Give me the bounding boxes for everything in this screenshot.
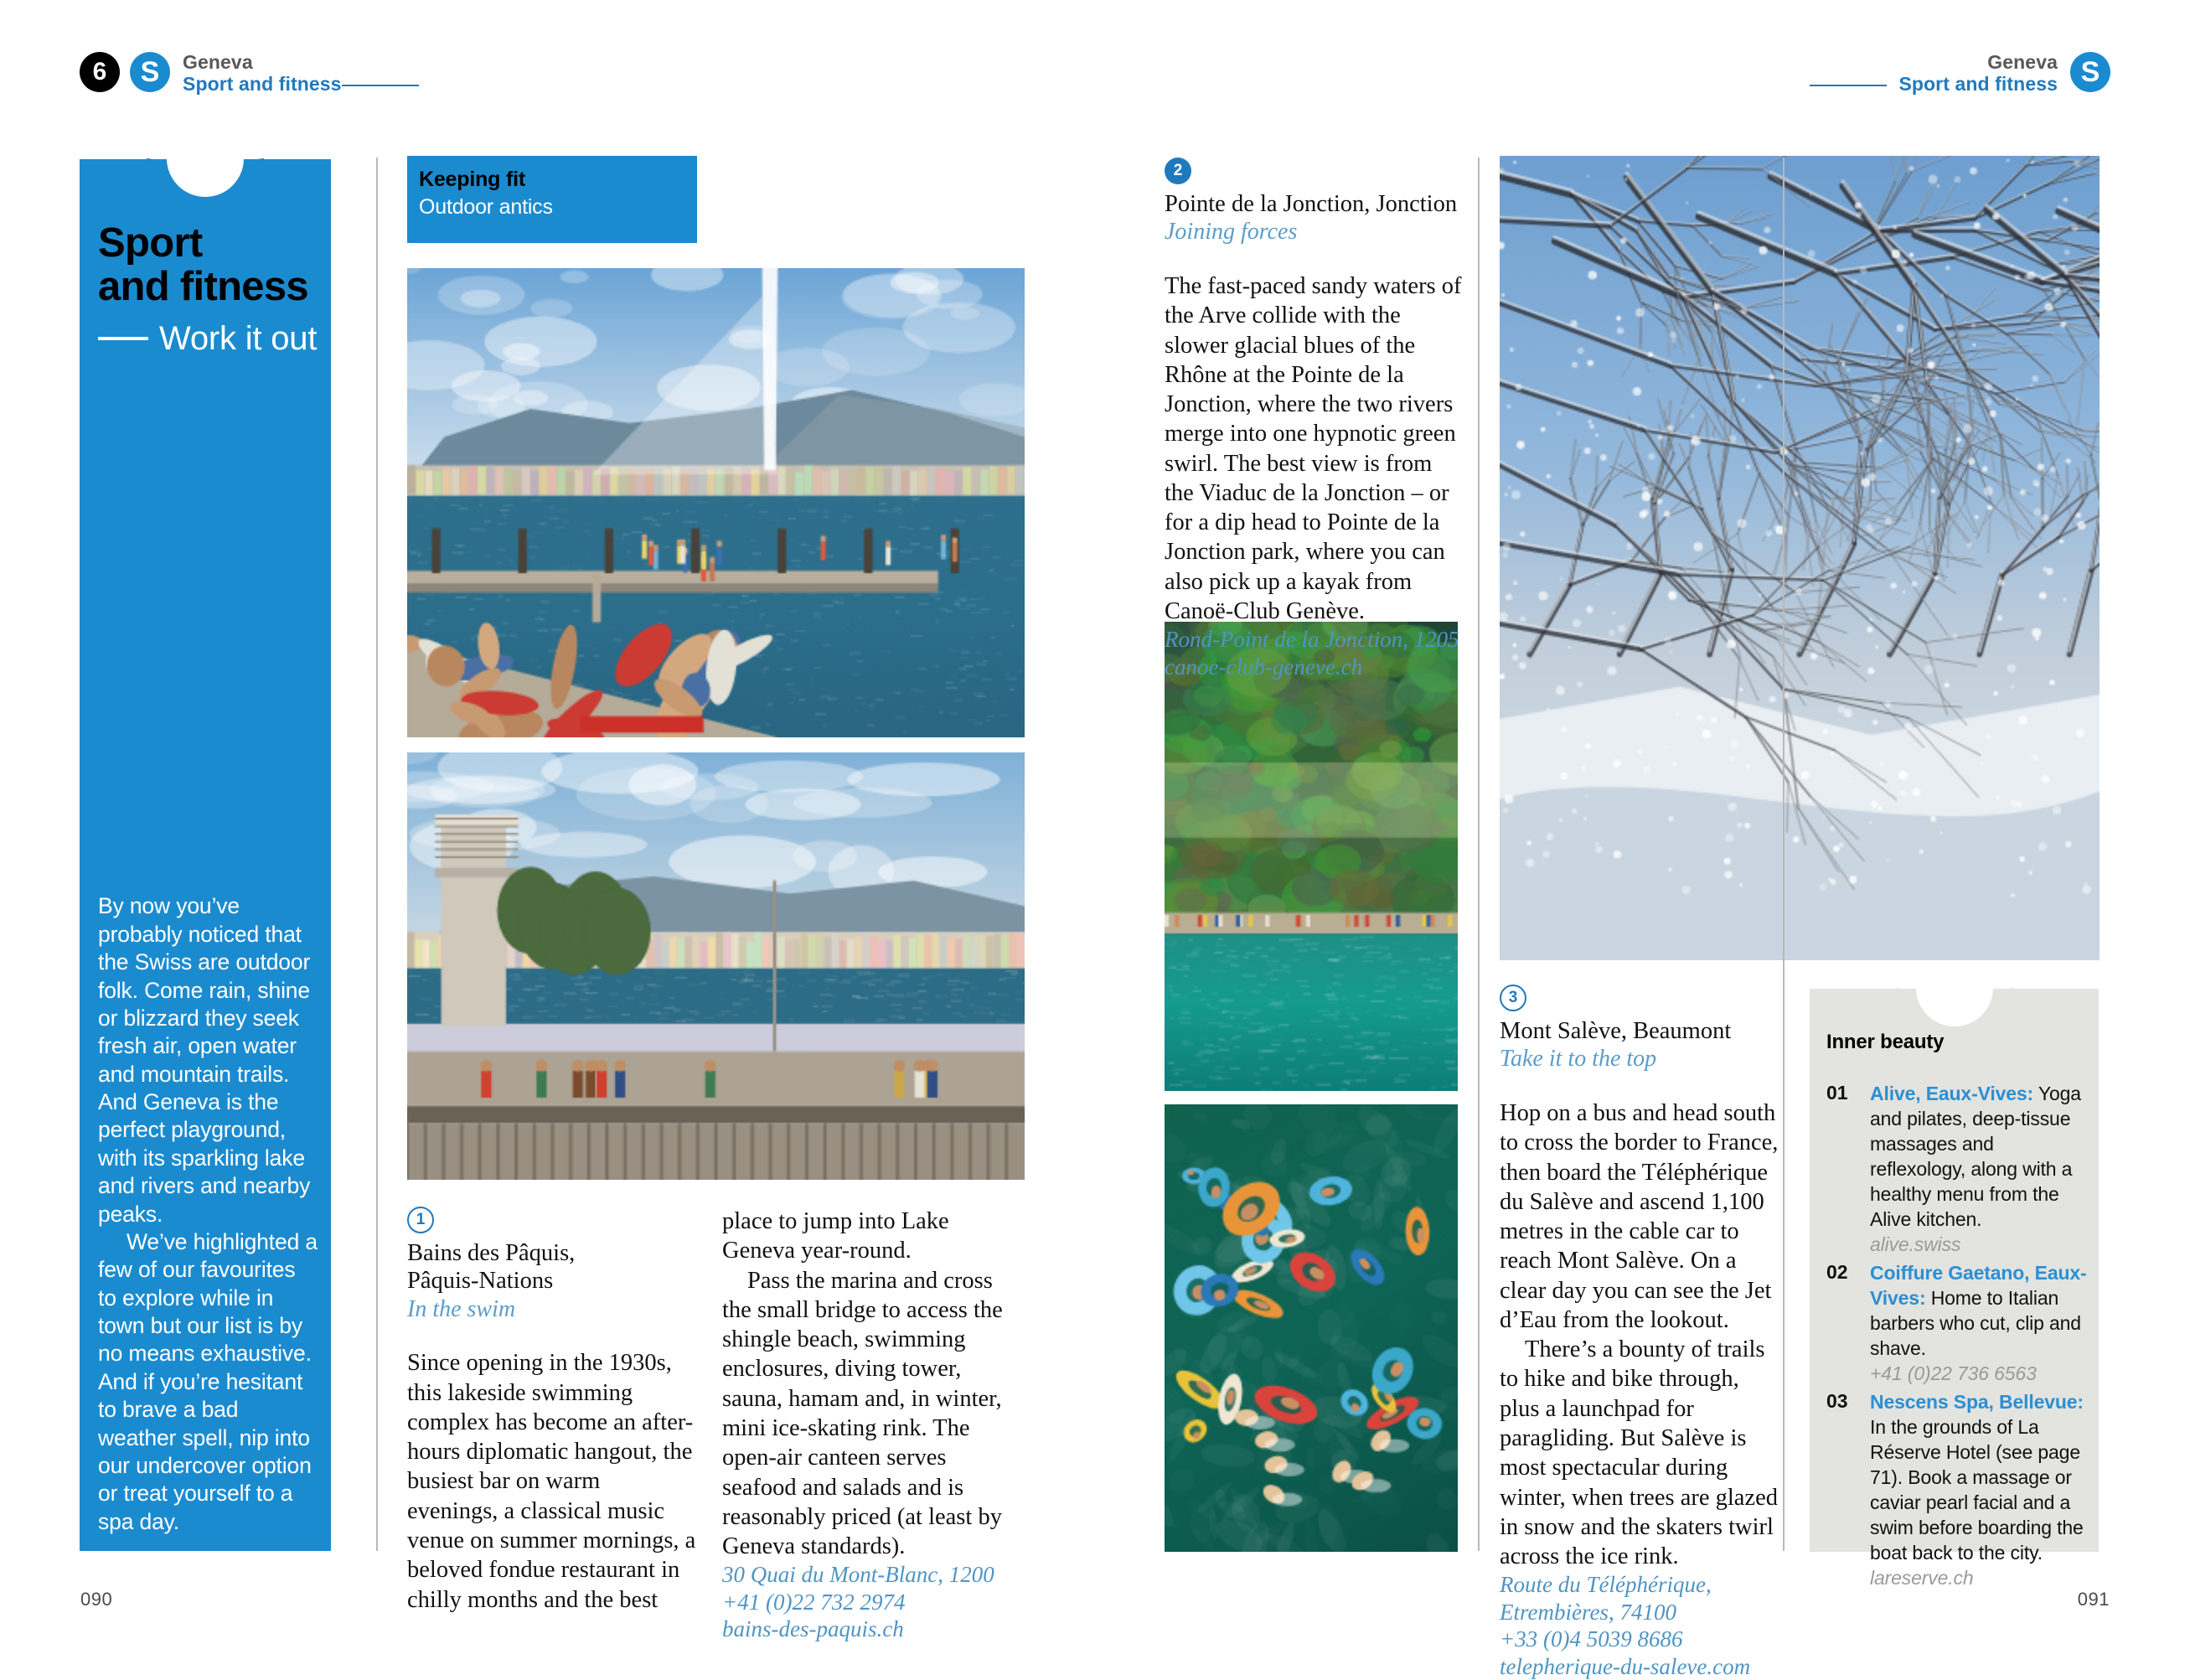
inner-beauty-item-number: 03 — [1826, 1390, 1848, 1412]
entry-2-body: The fast-paced sandy waters of the Arve collide with the slower glacial blues of the Rhône at the Pointe de la Jonction, where the two rivers merge into one hypnotic green swirl. The best view is from the Viaduc de la Jonction – or for a dip head to Pointe de la Jonction park, where you can also pick up a kayak from Canoë-Club Genève. — [1165, 272, 1462, 625]
entry-number-1: 1 — [407, 1207, 434, 1233]
entry-3-title: Mont Salève, Beaumont — [1500, 1018, 1732, 1044]
entry-3-address-2: Etrembières, 74100 — [1500, 1599, 1676, 1625]
inner-beauty-item-desc: Home to Italian barbers who cut, clip and shave. — [1870, 1287, 2081, 1359]
running-head-right — [1810, 52, 2110, 94]
inner-beauty-item-text — [1870, 1081, 2087, 1257]
inner-beauty-item-meta[interactable]: alive.swiss — [1870, 1233, 1961, 1255]
inner-beauty-item-meta[interactable]: +41 (0)22 736 6563 — [1870, 1362, 2037, 1384]
entry-3-web[interactable]: telepherique-du-saleve.com — [1500, 1653, 1751, 1679]
inner-beauty-item-number: 01 — [1826, 1082, 1848, 1104]
entry-number-3: 3 — [1500, 985, 1526, 1011]
column-rule-2 — [1478, 158, 1480, 1551]
inner-beauty-notch-icon — [1916, 988, 1993, 1026]
inner-beauty-item-desc: Yoga and pilates, deep-tissue massages and reflexology, along with a healthy menu from the Alive kitchen. — [1870, 1083, 2081, 1230]
entry-3-kicker: Take it to the top — [1500, 1046, 1657, 1073]
entry-1-web[interactable]: bains-des-paquis.ch — [722, 1616, 904, 1642]
entry-3-address-1: Route du Téléphérique, — [1500, 1572, 1712, 1598]
running-head-city-right: Geneva — [1987, 51, 2058, 73]
entry-1-body-a: Since opening in the 1930s, this lakeside swimming complex has become an after-hours diplomatic hangout, the busiest bar on warm evenings, a classical music venue on summer mornings, a beloved fondue restaurant in chilly months and the best — [407, 1350, 696, 1613]
entry-3-body: Hop on a bus and head south to cross the border to France, then board the Téléphérique du Salève and ascend 1,100 metres in the cable car to reach Mont Salève. On a clear day you can see the Jet d’Eau from the lookout. There’s a bounty of trails to hike and bike through, plus a launchpad for paragliding. But Salève is most spectacular during winter, when trees are glazed in snow and the skaters twirl across the ice rink. — [1500, 1099, 1779, 1570]
entry-1-address: 30 Quai du Mont-Blanc, 1200 — [722, 1562, 994, 1588]
running-head-section: Sport and fitness — [183, 73, 342, 95]
photo-tag-line2: Outdoor antics — [419, 195, 553, 219]
photo-caption-tag — [407, 156, 697, 243]
inner-beauty-item-text — [1870, 1389, 2087, 1590]
entry-number-2: 2 — [1165, 158, 1191, 184]
inner-beauty-list — [1826, 1081, 2087, 1594]
inner-beauty-item-name: Nescens Spa, Bellevue: — [1870, 1391, 2084, 1413]
inner-beauty-title: Inner beauty — [1826, 1031, 1945, 1053]
inner-beauty-item-name: Coiffure Gaetano, Eaux-Vives: — [1870, 1262, 2087, 1309]
entry-1-title: Bains des Pâquis, Pâquis-Nations — [407, 1240, 576, 1295]
entry-2-web[interactable]: canoe-club-geneve.ch — [1165, 654, 1363, 680]
running-head-left — [80, 52, 419, 94]
entry-1-contact — [722, 1561, 1025, 1642]
entry-1-body-b: place to jump into Lake Geneva year-round. Pass the marina and cross the small bridge to access the shingle beach, swimming enclosures, diving tower, sauna, hamam and, in winter, mini ice-skating rink. The open-air canteen serves seafood and salads and is reasonably priced (at least by Geneva standards). — [722, 1208, 1003, 1560]
page-title: Sport and fitness — [98, 220, 308, 309]
folio-left: 090 — [80, 1589, 113, 1610]
photo-paquis-diving-tower — [407, 752, 1025, 1180]
inner-beauty-item-name: Alive, Eaux-Vives: — [1870, 1083, 2034, 1104]
running-head-section-right: Sport and fitness — [1898, 73, 2058, 95]
entry-2 — [1165, 158, 1462, 680]
photo-tag-line1: Keeping fit — [419, 168, 525, 191]
column-rule-1 — [376, 158, 378, 1551]
inner-beauty-item — [1826, 1389, 2087, 1590]
inner-beauty-item — [1826, 1081, 2087, 1257]
inner-beauty-item-text — [1870, 1260, 2087, 1386]
entry-1-column-a — [407, 1207, 696, 1615]
photo-jonction-river-green — [1165, 622, 1458, 1091]
entry-3 — [1500, 985, 1785, 1680]
header-rule-icon-right — [1810, 85, 1887, 86]
section-letter-badge-right: S — [2070, 52, 2110, 92]
subtitle-dash-icon — [98, 337, 148, 340]
entry-1-column-b — [722, 1207, 1025, 1643]
panel-notch-icon — [167, 158, 244, 197]
entry-2-address: Rond-Point de la Jonction, 1205 — [1165, 627, 1459, 653]
entry-2-title: Pointe de la Jonction, Jonction — [1165, 191, 1458, 217]
intro-body — [98, 892, 318, 1536]
inner-beauty-item — [1826, 1260, 2087, 1386]
section-letter-badge: S — [130, 52, 170, 92]
inner-beauty-item-meta[interactable]: lareserve.ch — [1870, 1567, 1974, 1589]
header-rule-icon — [342, 85, 419, 86]
entry-3-contact — [1500, 1571, 1785, 1680]
folio-right: 091 — [2077, 1589, 2110, 1610]
entry-1-kicker: In the swim — [407, 1295, 516, 1322]
inner-beauty-item-desc: In the grounds of La Réserve Hotel (see page 71). Book a massage or caviar pearl facial and a swim before boarding the boat back to the city. — [1870, 1416, 2084, 1564]
page-subtitle: Work it out — [98, 322, 317, 355]
entry-1-phone: +41 (0)22 732 2974 — [722, 1589, 906, 1615]
photo-saleve-snow-trees — [1500, 156, 2100, 960]
entry-2-contact — [1165, 626, 1462, 680]
inner-beauty-item-number: 02 — [1826, 1261, 1848, 1283]
intro-panel — [80, 159, 331, 1551]
photo-pool-inflatables-aerial — [1165, 1104, 1458, 1552]
intro-paragraph-1: By now you’ve probably noticed that the Swiss are outdoor folk. Come rain, shine or blizzard they seek fresh air, open water and mountain trails. And Geneva is the perfect playground, with its sparkling lake and rivers and nearby peaks. — [98, 893, 311, 1227]
running-head-city: Geneva — [183, 51, 253, 73]
entry-2-kicker: Joining forces — [1165, 219, 1298, 246]
entry-3-phone: +33 (0)4 5039 8686 — [1500, 1626, 1683, 1652]
intro-paragraph-2: We’ve highlighted a few of our favourites to explore while in town but our list is by no means exhaustive. And if you’re hesitant to brave a bad weather spell, nip into our undercover option or treat yourself to a spa day. — [98, 1228, 318, 1534]
photo-paquis-lake-jet-deau — [407, 268, 1025, 737]
inner-beauty-panel — [1810, 989, 2099, 1589]
chapter-number-badge: 6 — [80, 52, 120, 92]
